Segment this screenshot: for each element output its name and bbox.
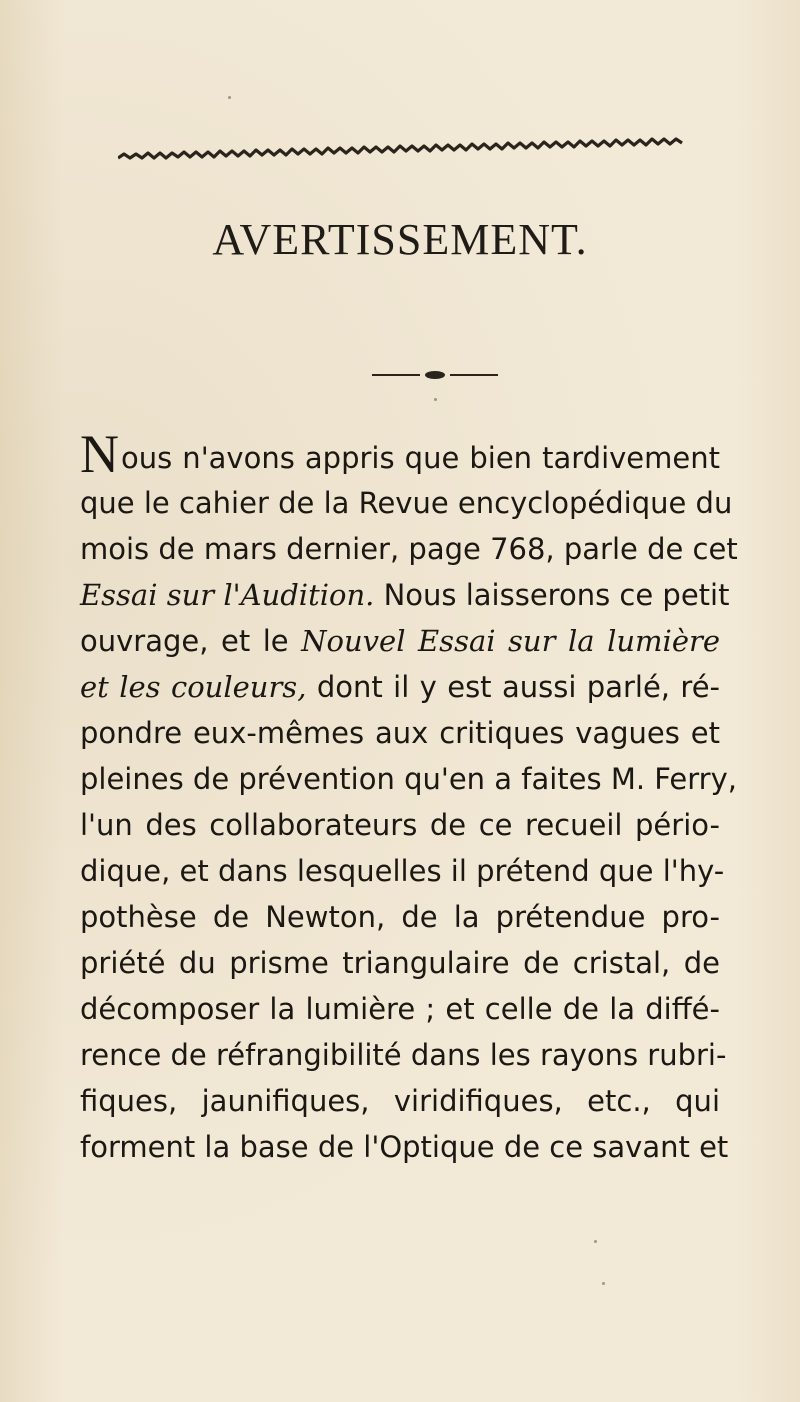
text-line: rence de réfrangibilité dans les rayons rubri-	[80, 1038, 727, 1072]
text-line: mois de mars dernier, page 768, parle de cet	[80, 532, 738, 566]
text-line	[80, 618, 720, 664]
text-line: que le cahier de la Revue encyclopédique du	[80, 486, 733, 520]
italic-title-essai: Essai sur l'Audition.	[80, 578, 375, 612]
body-text	[80, 424, 738, 1170]
text-line: pothèse de Newton, de la prétendue pro-	[80, 900, 720, 934]
text-run: dont il y est aussi parlé, ré-	[306, 670, 721, 704]
text-line	[80, 664, 720, 710]
italic-title-couleurs: et les couleurs,	[80, 670, 307, 704]
text-line	[80, 424, 720, 484]
text-line: l'un des collaborateurs de ce recueil pério-	[80, 808, 720, 842]
text-line: pondre eux-mêmes aux critiques vagues et	[80, 716, 720, 750]
text-line: dique, et dans lesquelles il prétend que l'hy-	[80, 854, 725, 888]
drop-cap: N	[80, 424, 119, 484]
page-title: AVERTISSEMENT.	[212, 215, 588, 264]
speck	[434, 398, 437, 401]
text-line: décomposer la lumière ; et celle de la diffé-	[80, 992, 720, 1026]
text-line: priété du prisme triangulaire de cristal, de	[80, 946, 720, 980]
text-line: fiques, jaunifiques, viridifiques, etc., qui	[80, 1084, 720, 1118]
title-divider	[370, 368, 500, 382]
text-run: ous n'avons appris que bien tardivement	[121, 441, 720, 475]
speck	[594, 1240, 597, 1243]
text-run: ouvrage, et le	[80, 624, 302, 658]
text-line	[80, 572, 730, 618]
text-run: Nous laisserons ce petit	[374, 578, 730, 612]
text-line: forment la base de l'Optique de ce savant et	[80, 1130, 729, 1164]
text-line: pleines de prévention qu'en a faites M. Ferry,	[80, 762, 737, 796]
ornamental-rule	[118, 134, 684, 166]
italic-title-nouvel-essai: Nouvel Essai sur la lumière	[301, 624, 721, 658]
speck	[228, 96, 231, 99]
speck	[602, 1282, 605, 1285]
